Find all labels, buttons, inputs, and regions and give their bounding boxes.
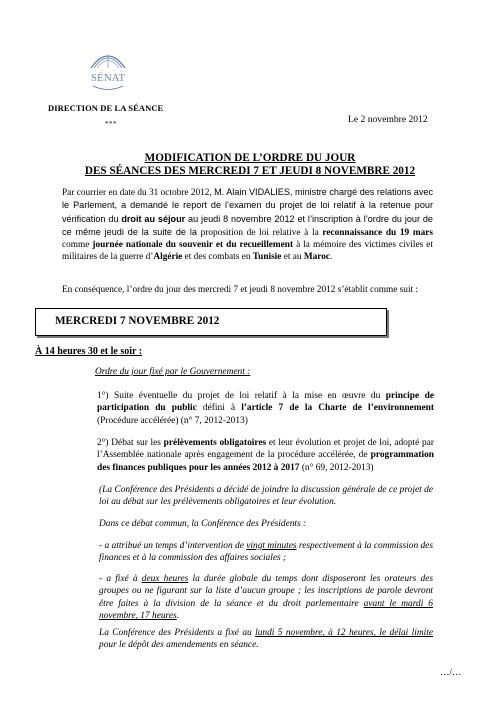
intro-paragraph: Par courrier en date du 31 octobre 2012, M. Alain VIDALIES, ministre chargé des relations avec le Parlement, a demandé le report de l’examen du projet de loi relatif à la retenue pour vérification du droit au séjour au jeudi 8 novembre 2012 et l’inscription à l’ordre du jour de ce même jeudi de la suite de la proposition de loi relative à la reconnaissance du 19 mars comme journée nationale du souvenir et du recueillement à la mémoire des victimes civiles et militaires de la guerre d’Algérie et des combats en Tunisie et au Maroc. <box>62 187 433 263</box>
agenda-source: Ordre du jour fixé par le Gouvernement : <box>95 367 251 377</box>
consequence-paragraph: En conséquence, l’ordre du jour des mercredi 7 et jeudi 8 novembre 2012 s’établit comme suit : <box>62 285 419 295</box>
day-heading: MERCREDI 7 NOVEMBRE 2012 <box>55 315 220 327</box>
session-time: À 14 heures 30 et le soir : <box>35 346 143 357</box>
conference-note-5: La Conférence des Présidents a fixé au lundi 5 novembre, à 12 heures, le délai limite pour le dépôt des amendements en séance. <box>99 628 433 651</box>
conference-note-4: - a fixé à deux heures la durée globale du temps dont disposeront les orateurs des groupes ou ne figurant sur la liste d’aucun groupe ; les inscriptions de parole devront être faites à la division de la séance et du droit parlementaire avant le mardi 6 novembre, 17 heures. <box>99 574 434 622</box>
document-title-line1: MODIFICATION DE L’ORDRE DU JOUR <box>144 152 356 164</box>
conference-note-2: Dans ce débat commun, la Conférence des Présidents : <box>99 519 307 529</box>
document-date: Le 2 novembre 2012 <box>348 114 428 125</box>
continued-marker: …/… <box>440 668 462 678</box>
document-title-line2: DES SÉANCES DES MERCREDI 7 ET JEUDI 8 NOVEMBRE 2012 <box>84 165 416 177</box>
agenda-item-1: 1°) Suite éventuelle du projet de loi relatif à la mise en œuvre du principe de participation du public défini à l’article 7 de la Charte de l’environnement (Procédure accélérée) (n° 7, 2012-2013) <box>97 391 435 426</box>
separator-stars: *** <box>105 120 117 128</box>
conference-note-3: - a attribué un temps d’intervention de vingt minutes respectivement à la commission des finances et à la commission des affaires sociales ; <box>99 541 433 564</box>
direction-label: DIRECTION DE LA SÉANCE <box>48 103 164 113</box>
agenda-item-2: 2°) Débat sur les prélèvements obligatoires et leur évolution et projet de loi, adopté par l’Assemblée nationale après engagement de la procédure accélérée, de programmation des finances publiques pour les années 2012 à 2017 (n° 69, 2012-2013) <box>97 438 434 473</box>
senat-logo <box>83 46 133 96</box>
conference-note-1: (La Conférence des Présidents a décidé de joindre la discussion générale de ce projet de loi au débat sur les prélèvements obligatoires et leur évolution. <box>99 485 433 508</box>
logo-text: SÉNAT <box>90 72 126 84</box>
